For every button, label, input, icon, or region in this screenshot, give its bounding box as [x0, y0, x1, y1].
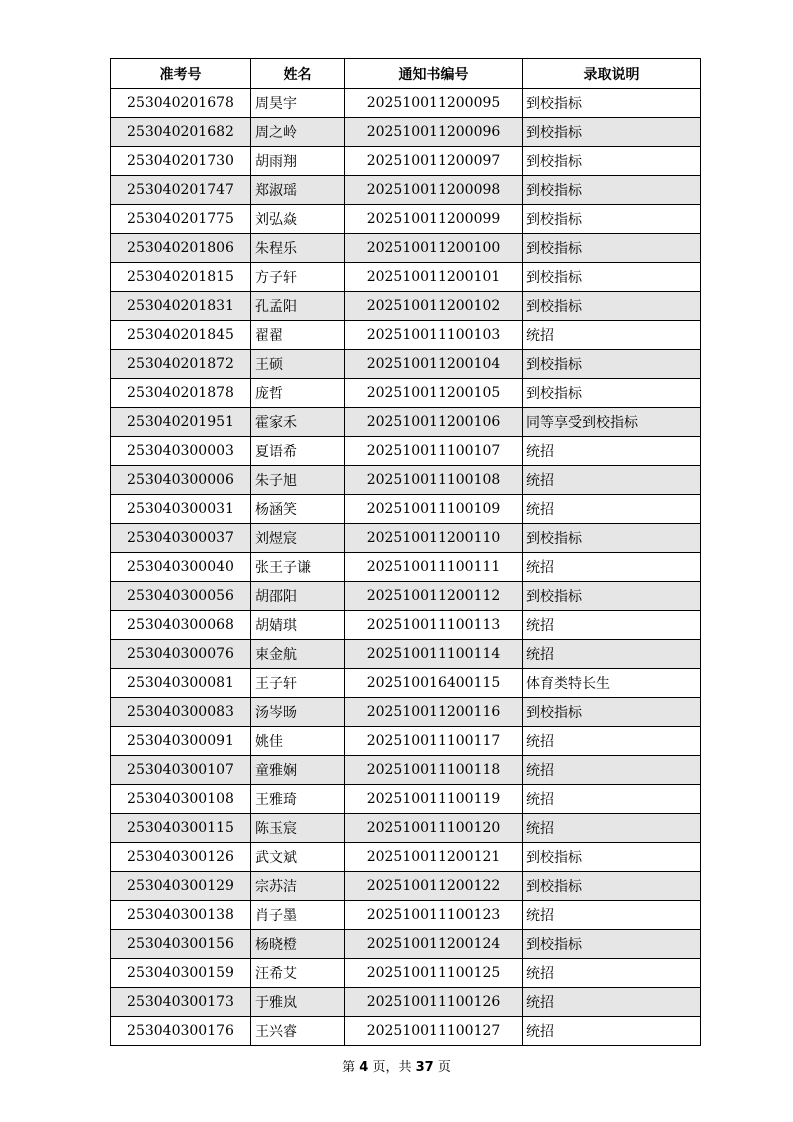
- cell-admission-note: 同等享受到校指标: [523, 408, 701, 437]
- table-row: [111, 930, 701, 959]
- cell-exam-number: 253040300173: [111, 988, 251, 1017]
- table-row: [111, 118, 701, 147]
- table-row: [111, 321, 701, 350]
- cell-notice-number: 202510011200100: [345, 234, 523, 263]
- cell-admission-note: 到校指标: [523, 89, 701, 118]
- footer-page-number: 4: [359, 1060, 369, 1075]
- cell-exam-number: 253040300003: [111, 437, 251, 466]
- cell-admission-note: 统招: [523, 814, 701, 843]
- table-row: [111, 843, 701, 872]
- table-row: [111, 176, 701, 205]
- cell-notice-number: 202510011200122: [345, 872, 523, 901]
- cell-name: 胡邵阳: [251, 582, 345, 611]
- cell-notice-number: 202510011100125: [345, 959, 523, 988]
- cell-exam-number: 253040300031: [111, 495, 251, 524]
- cell-notice-number: 202510011100117: [345, 727, 523, 756]
- cell-name: 肖子墨: [251, 901, 345, 930]
- cell-name: 张王子谦: [251, 553, 345, 582]
- cell-exam-number: 253040201872: [111, 350, 251, 379]
- cell-admission-note: 到校指标: [523, 118, 701, 147]
- cell-exam-number: 253040201678: [111, 89, 251, 118]
- table-row: [111, 205, 701, 234]
- cell-admission-note: 统招: [523, 437, 701, 466]
- cell-admission-note: 体育类特长生: [523, 669, 701, 698]
- cell-notice-number: 202510011100111: [345, 553, 523, 582]
- cell-notice-number: 202510011200106: [345, 408, 523, 437]
- cell-exam-number: 253040300126: [111, 843, 251, 872]
- cell-notice-number: 202510016400115: [345, 669, 523, 698]
- cell-notice-number: 202510011100126: [345, 988, 523, 1017]
- cell-name: 翟翟: [251, 321, 345, 350]
- table-row: [111, 147, 701, 176]
- cell-admission-note: 统招: [523, 611, 701, 640]
- table-row: [111, 698, 701, 727]
- table-row: [111, 640, 701, 669]
- cell-notice-number: 202510011100118: [345, 756, 523, 785]
- cell-name: 周之岭: [251, 118, 345, 147]
- table-row: [111, 524, 701, 553]
- cell-notice-number: 202510011200098: [345, 176, 523, 205]
- table-row: [111, 350, 701, 379]
- table-row: [111, 466, 701, 495]
- table-row: [111, 263, 701, 292]
- cell-admission-note: 统招: [523, 321, 701, 350]
- cell-notice-number: 202510011200121: [345, 843, 523, 872]
- cell-exam-number: 253040300159: [111, 959, 251, 988]
- cell-name: 童雅娴: [251, 756, 345, 785]
- cell-name: 王硕: [251, 350, 345, 379]
- table-row: [111, 495, 701, 524]
- cell-exam-number: 253040201831: [111, 292, 251, 321]
- table-row: [111, 553, 701, 582]
- cell-notice-number: 202510011100103: [345, 321, 523, 350]
- cell-exam-number: 253040300056: [111, 582, 251, 611]
- table-body: [111, 89, 701, 1046]
- table-row: [111, 814, 701, 843]
- cell-admission-note: 统招: [523, 553, 701, 582]
- footer-suffix: 页: [437, 1060, 451, 1075]
- cell-notice-number: 202510011100109: [345, 495, 523, 524]
- cell-notice-number: 202510011100113: [345, 611, 523, 640]
- table-row: [111, 669, 701, 698]
- cell-admission-note: 到校指标: [523, 234, 701, 263]
- cell-admission-note: 统招: [523, 727, 701, 756]
- cell-admission-note: 到校指标: [523, 176, 701, 205]
- cell-exam-number: 253040300037: [111, 524, 251, 553]
- cell-admission-note: 到校指标: [523, 263, 701, 292]
- table-row: [111, 872, 701, 901]
- cell-admission-note: 统招: [523, 785, 701, 814]
- table-row: [111, 611, 701, 640]
- cell-exam-number: 253040300107: [111, 756, 251, 785]
- cell-admission-note: 到校指标: [523, 379, 701, 408]
- cell-name: 汪希艾: [251, 959, 345, 988]
- table-row: [111, 756, 701, 785]
- table-row: [111, 234, 701, 263]
- table-row: [111, 89, 701, 118]
- cell-name: 郑淑瑶: [251, 176, 345, 205]
- cell-name: 刘弘焱: [251, 205, 345, 234]
- cell-name: 孔孟阳: [251, 292, 345, 321]
- cell-name: 朱程乐: [251, 234, 345, 263]
- table-row: [111, 379, 701, 408]
- table-row: [111, 1017, 701, 1046]
- cell-exam-number: 253040201730: [111, 147, 251, 176]
- cell-exam-number: 253040300076: [111, 640, 251, 669]
- cell-notice-number: 202510011200110: [345, 524, 523, 553]
- cell-admission-note: 到校指标: [523, 582, 701, 611]
- cell-notice-number: 202510011200096: [345, 118, 523, 147]
- cell-exam-number: 253040300081: [111, 669, 251, 698]
- cell-notice-number: 202510011200102: [345, 292, 523, 321]
- cell-admission-note: 到校指标: [523, 930, 701, 959]
- cell-exam-number: 253040300156: [111, 930, 251, 959]
- cell-name: 武文斌: [251, 843, 345, 872]
- cell-name: 胡婧琪: [251, 611, 345, 640]
- table-header-row: [111, 59, 701, 89]
- cell-name: 王雅琦: [251, 785, 345, 814]
- cell-admission-note: 统招: [523, 901, 701, 930]
- table-row: [111, 408, 701, 437]
- cell-name: 霍家禾: [251, 408, 345, 437]
- cell-exam-number: 253040300068: [111, 611, 251, 640]
- cell-exam-number: 253040201747: [111, 176, 251, 205]
- table-row: [111, 785, 701, 814]
- cell-name: 周昊宇: [251, 89, 345, 118]
- cell-admission-note: 统招: [523, 756, 701, 785]
- cell-admission-note: 统招: [523, 959, 701, 988]
- cell-name: 方子轩: [251, 263, 345, 292]
- cell-name: 汤岑旸: [251, 698, 345, 727]
- cell-name: 朱子旭: [251, 466, 345, 495]
- cell-exam-number: 253040201845: [111, 321, 251, 350]
- cell-notice-number: 202510011200101: [345, 263, 523, 292]
- header-exam-number: 准考号: [111, 59, 251, 89]
- cell-notice-number: 202510011100120: [345, 814, 523, 843]
- cell-notice-number: 202510011200124: [345, 930, 523, 959]
- admission-table: [110, 58, 701, 1046]
- table-row: [111, 437, 701, 466]
- cell-exam-number: 253040201951: [111, 408, 251, 437]
- header-admission-note: 录取说明: [523, 59, 701, 89]
- table-row: [111, 727, 701, 756]
- cell-name: 胡雨翔: [251, 147, 345, 176]
- header-notice-number: 通知书编号: [345, 59, 523, 89]
- cell-admission-note: 到校指标: [523, 698, 701, 727]
- cell-exam-number: 253040201775: [111, 205, 251, 234]
- cell-name: 杨涵笑: [251, 495, 345, 524]
- cell-admission-note: 到校指标: [523, 350, 701, 379]
- cell-exam-number: 253040201815: [111, 263, 251, 292]
- cell-admission-note: 到校指标: [523, 205, 701, 234]
- cell-exam-number: 253040300040: [111, 553, 251, 582]
- cell-exam-number: 253040201878: [111, 379, 251, 408]
- table-row: [111, 988, 701, 1017]
- cell-exam-number: 253040300006: [111, 466, 251, 495]
- cell-admission-note: 到校指标: [523, 872, 701, 901]
- cell-exam-number: 253040300176: [111, 1017, 251, 1046]
- cell-admission-note: 统招: [523, 466, 701, 495]
- footer-middle: 页，共: [372, 1060, 412, 1075]
- cell-exam-number: 253040300108: [111, 785, 251, 814]
- cell-admission-note: 到校指标: [523, 524, 701, 553]
- cell-notice-number: 202510011100127: [345, 1017, 523, 1046]
- cell-notice-number: 202510011200112: [345, 582, 523, 611]
- cell-notice-number: 202510011100108: [345, 466, 523, 495]
- cell-exam-number: 253040201806: [111, 234, 251, 263]
- cell-admission-note: 统招: [523, 988, 701, 1017]
- page-footer: [0, 1056, 793, 1075]
- cell-exam-number: 253040300138: [111, 901, 251, 930]
- cell-name: 庞哲: [251, 379, 345, 408]
- cell-name: 杨晓橙: [251, 930, 345, 959]
- cell-exam-number: 253040300091: [111, 727, 251, 756]
- cell-name: 夏语希: [251, 437, 345, 466]
- cell-notice-number: 202510011200099: [345, 205, 523, 234]
- cell-name: 王子轩: [251, 669, 345, 698]
- cell-name: 束金航: [251, 640, 345, 669]
- cell-admission-note: 到校指标: [523, 147, 701, 176]
- table-row: [111, 959, 701, 988]
- cell-notice-number: 202510011100119: [345, 785, 523, 814]
- cell-notice-number: 202510011100107: [345, 437, 523, 466]
- table-row: [111, 901, 701, 930]
- cell-exam-number: 253040300083: [111, 698, 251, 727]
- table-row: [111, 582, 701, 611]
- cell-name: 于雅岚: [251, 988, 345, 1017]
- cell-notice-number: 202510011200097: [345, 147, 523, 176]
- cell-notice-number: 202510011100123: [345, 901, 523, 930]
- cell-admission-note: 统招: [523, 1017, 701, 1046]
- cell-admission-note: 到校指标: [523, 843, 701, 872]
- cell-admission-note: 到校指标: [523, 292, 701, 321]
- footer-total-pages: 37: [415, 1060, 434, 1075]
- cell-name: 陈玉宸: [251, 814, 345, 843]
- cell-notice-number: 202510011200095: [345, 89, 523, 118]
- cell-name: 姚佳: [251, 727, 345, 756]
- cell-notice-number: 202510011200104: [345, 350, 523, 379]
- cell-notice-number: 202510011100114: [345, 640, 523, 669]
- cell-exam-number: 253040300129: [111, 872, 251, 901]
- cell-name: 刘煜宸: [251, 524, 345, 553]
- cell-admission-note: 统招: [523, 640, 701, 669]
- table-row: [111, 292, 701, 321]
- cell-exam-number: 253040201682: [111, 118, 251, 147]
- cell-notice-number: 202510011200105: [345, 379, 523, 408]
- footer-prefix: 第: [342, 1060, 356, 1075]
- cell-notice-number: 202510011200116: [345, 698, 523, 727]
- header-name: 姓名: [251, 59, 345, 89]
- cell-name: 宗苏洁: [251, 872, 345, 901]
- cell-exam-number: 253040300115: [111, 814, 251, 843]
- cell-admission-note: 统招: [523, 495, 701, 524]
- cell-name: 王兴睿: [251, 1017, 345, 1046]
